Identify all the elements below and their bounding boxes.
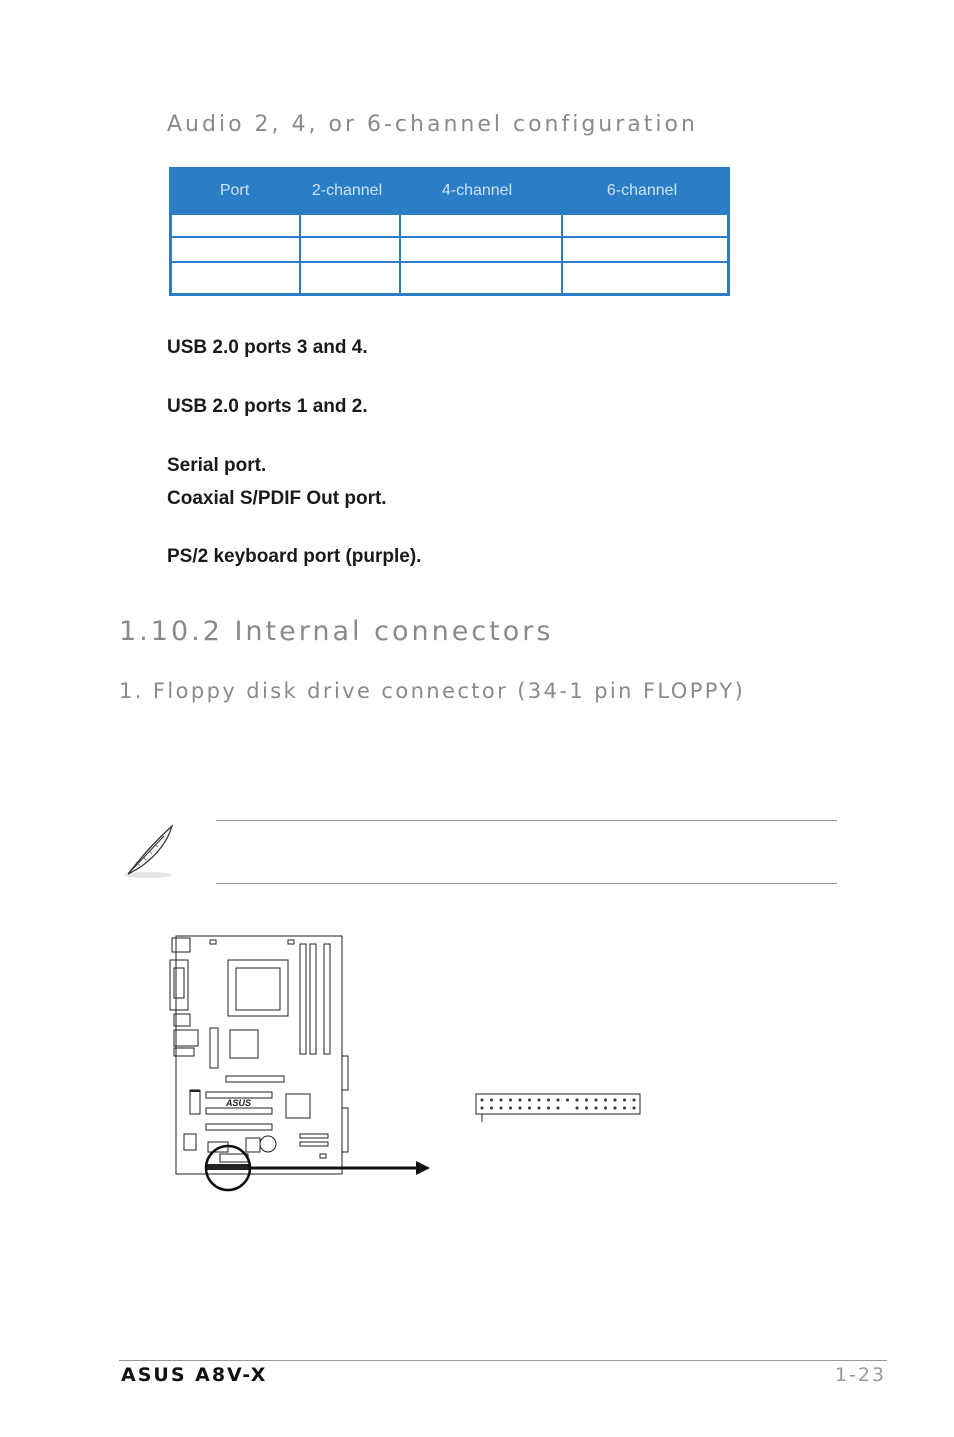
header-2-channel: 2-channel: [311, 182, 383, 199]
board-brand-label: ASUS: [226, 1098, 252, 1108]
arrow-icon: [416, 1161, 430, 1175]
list-item-spdif-port: Coaxial S/PDIF Out port.: [167, 488, 387, 509]
header-port: Port: [219, 182, 250, 199]
note-feather-icon: [118, 822, 180, 880]
floppy-connector-pin-diagram: [474, 1092, 644, 1124]
table-col-divider: [399, 215, 401, 293]
table-col-divider: [561, 215, 563, 293]
list-item-serial-port: Serial port.: [167, 455, 267, 476]
footer-rule: [119, 1360, 887, 1361]
note-bottom-rule: [216, 883, 837, 884]
list-item-usb-1-2: USB 2.0 ports 1 and 2.: [167, 396, 368, 417]
header-6-channel: 6-channel: [606, 182, 678, 199]
motherboard-layout-diagram: [160, 930, 450, 1198]
list-item-usb-3-4: USB 2.0 ports 3 and 4.: [167, 337, 368, 358]
connector-title: 1. Floppy disk drive connector (34-1 pin FLOPPY): [119, 679, 746, 703]
footer-page-number: 1-23: [834, 1364, 886, 1386]
section-title: Audio 2, 4, or 6-channel configuration: [167, 112, 698, 137]
footer-product-name: ASUS A8V-X: [121, 1364, 268, 1386]
table-col-divider: [299, 215, 301, 293]
header-4-channel: 4-channel: [441, 182, 513, 199]
subsection-title: 1.10.2 Internal connectors: [119, 616, 554, 647]
note-top-rule: [216, 820, 837, 821]
table-header: [172, 170, 727, 215]
table-row-divider: [172, 261, 727, 263]
table-row-divider: [172, 236, 727, 238]
audio-config-table: [169, 167, 730, 296]
list-item-ps2-keyboard: PS/2 keyboard port (purple).: [167, 546, 422, 567]
